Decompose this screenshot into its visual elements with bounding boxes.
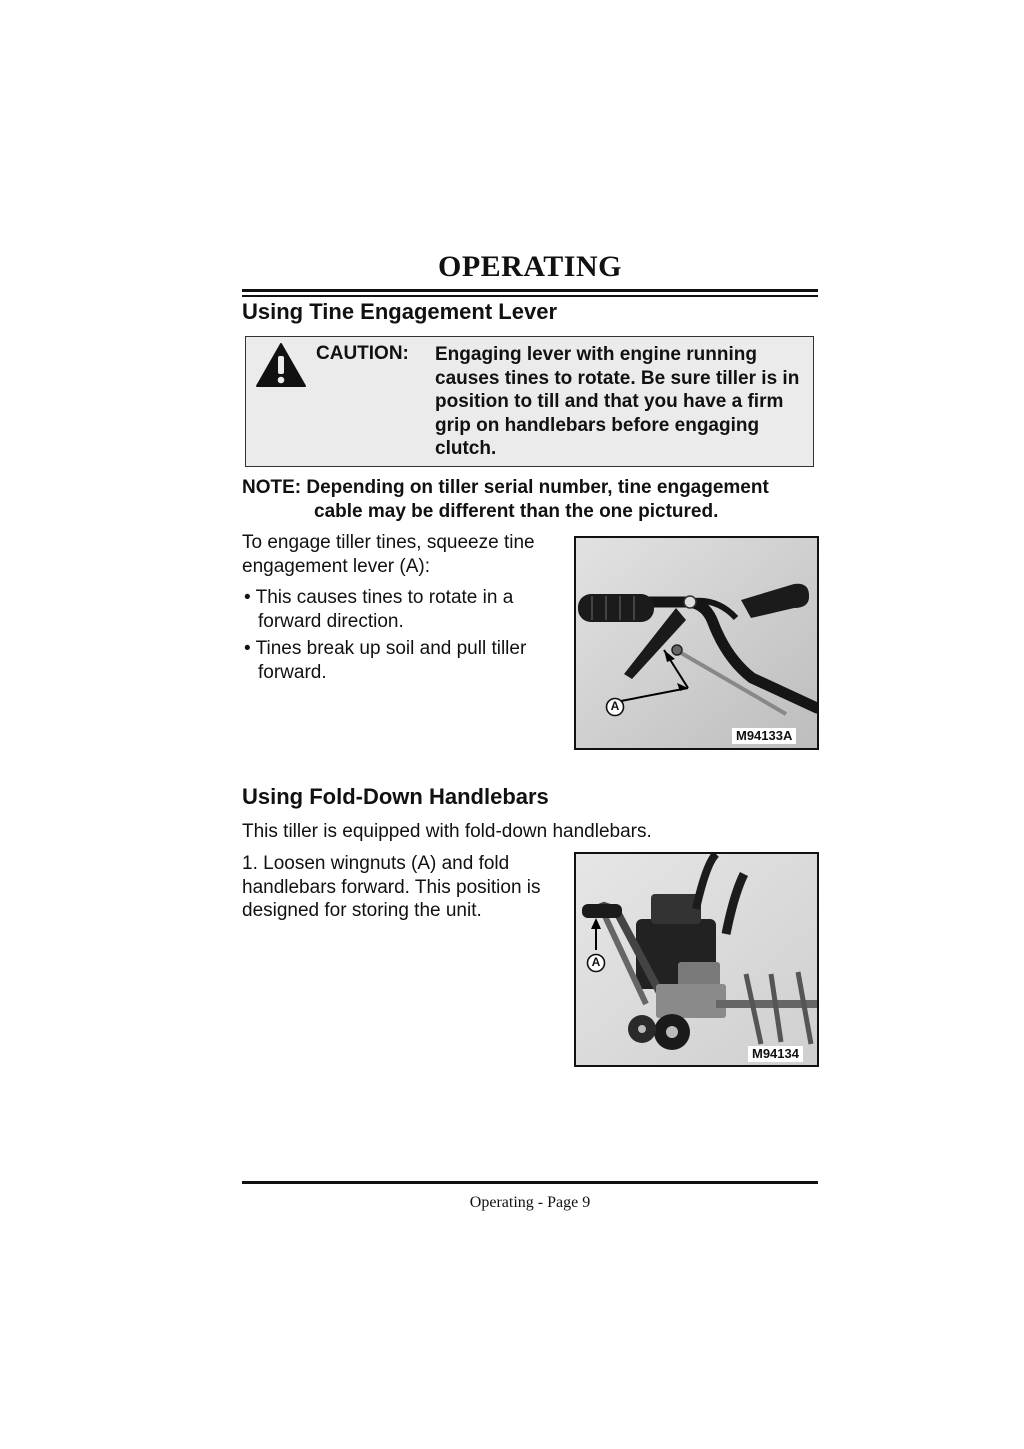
handlebars-step-1: 1. Loosen wingnuts (A) and fold handlebars forward. This position is designed for storing the unit. <box>242 853 541 921</box>
note-lead: NOTE: Depending on tiller serial number, tine engagement <box>242 477 769 498</box>
lever-bullet-2: • Tines break up soil and pull tiller forward. <box>244 638 527 683</box>
section-heading-tine-lever: Using Tine Engagement Lever <box>242 299 558 324</box>
page-footer: Operating - Page 9 <box>469 1194 591 1211</box>
note-cont: cable may be different than the one pictured. <box>314 500 719 522</box>
lever-bullet-1: • This causes tines to rotate in a forward direction. <box>244 587 514 632</box>
tiller-illustration <box>576 854 817 1065</box>
warning-icon <box>255 342 307 388</box>
title-rule-thick <box>242 289 818 292</box>
page-title: OPERATING <box>438 250 622 283</box>
note <box>242 476 818 523</box>
caution-label: CAUTION: <box>316 343 409 364</box>
handlebars-photo <box>574 852 819 1067</box>
lever-intro-text: To engage tiller tines, squeeze tine engagement lever (A): <box>242 532 535 577</box>
lever-photo <box>574 536 819 750</box>
lever-figure-id: M94133A <box>732 728 796 744</box>
title-rule-thin <box>242 295 818 297</box>
handlebars-intro-text: This tiller is equipped with fold-down handlebars. <box>242 821 652 842</box>
caution-box <box>245 336 814 467</box>
lever-callout-a: A <box>610 699 620 713</box>
footer-rule <box>242 1181 818 1184</box>
section-heading-handlebars: Using Fold-Down Handlebars <box>242 784 549 809</box>
caution-text: Engaging lever with engine running causes tines to rotate. Be sure tiller is in position to till and that you have a firm grip on handlebars before engaging clutch. <box>435 344 800 459</box>
handlebars-figure-id: M94134 <box>748 1046 803 1062</box>
lever-illustration <box>576 538 817 748</box>
handlebars-callout-a: A <box>591 955 601 969</box>
